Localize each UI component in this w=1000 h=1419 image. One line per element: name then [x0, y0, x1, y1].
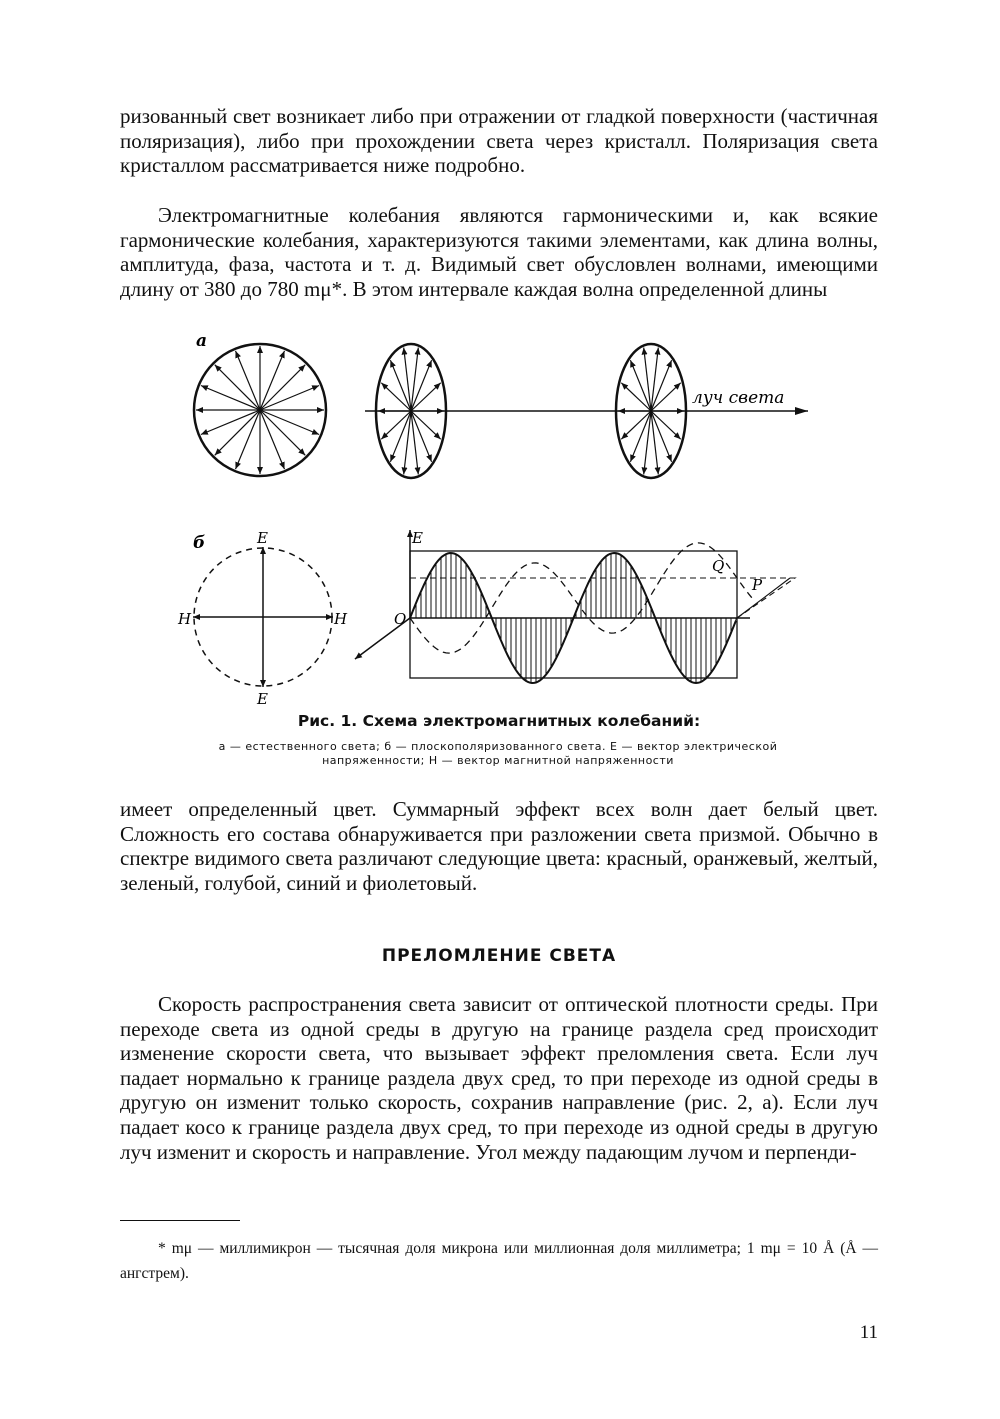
figure-caption-text: а — естественного света; б — плоскополяризованного света. E — вектор электрической напряженности; H — вектор магнитной напряженности [218, 740, 778, 767]
paragraph-color: имеет определенный цвет. Суммарный эффект всех волн дает белый цвет. Сложность его состава обнаруживается при разложении света призмой. Обычно в спектре видимого света различают следующие цвета: красный, оранжевый, желтый, зеленый, голубой, синий и фиолетовый. [120, 797, 878, 895]
paragraph-continuation: ризованный свет возникает либо при отражении от гладкой поверхности (частичная поляризация), либо при прохождении света через кристалл. Поляризация света кристаллом рассматривается ниже подробно. [120, 104, 878, 178]
electromagnetic-wave-diagram [355, 529, 795, 683]
page-number: 11 [859, 1322, 878, 1343]
natural-vector [260, 365, 305, 410]
footnote-rule [120, 1220, 240, 1221]
figure-caption-title: Рис. 1. Схема электромагнитных колебаний: [297, 712, 701, 730]
label-e-axis: E [412, 529, 423, 547]
section-heading: ПРЕЛОМЛЕНИЕ СВЕТА [381, 946, 617, 966]
natural-light-circle [194, 344, 326, 476]
h-plane-edge [737, 578, 790, 618]
ellipse1-vector [381, 411, 411, 439]
ellipse2-vector [621, 383, 651, 411]
label-e-bottom: E [257, 690, 268, 708]
natural-vector [215, 410, 260, 455]
figure-label-a: а [196, 331, 208, 351]
ellipse1-vector [411, 383, 441, 411]
paragraph-electromagnetic: Электромагнитные колебания являются гармоническими и, как всякие гармонические колебания, характеризуются такими элементами, как длина волны, амплитуда, фаза, частота и т. д. Видимый свет обусловлен волнами, имеющими длину от 380 до 780 mμ*. В этом интервале каждая волна определенной длины [120, 203, 878, 301]
ellipse2-vector [651, 411, 681, 439]
ellipse1-vector [411, 411, 441, 439]
label-h-left: H [178, 610, 192, 628]
label-q: Q [712, 557, 725, 575]
ellipse1-vector [381, 383, 411, 411]
figure-label-b: б [193, 533, 206, 553]
ellipse2-vector [651, 383, 681, 411]
label-origin: O [394, 610, 407, 628]
paragraph-refraction: Скорость распространения света зависит от оптической плотности среды. При переходе света из одной среды в другую на границе раздела сред происходит изменение скорости света, что вызывает эффект преломления света. Если луч падает нормально к границе раздела двух сред, то при переходе из одной среды в другую он изменит только скорость, сохранив направление (рис. 2, а). Если луч падает косо к границе раздела двух сред, то при переходе из одной среды в другую луч изменит и скорость и направление. Угол между падающим лучом и перпенди- [120, 992, 878, 1164]
label-p: P [752, 576, 763, 594]
natural-vector [260, 410, 305, 455]
ellipse2-vector [621, 411, 651, 439]
ray-label: луч света [692, 388, 785, 408]
label-h-right: H [334, 610, 348, 628]
natural-vector [215, 365, 260, 410]
footnote: * mμ — миллимикрон — тысячная доля микрона или миллионная доля миллиметра; 1 mμ = 10 Å (Å — ангстрем). [120, 1240, 878, 1282]
label-e-top: E [257, 529, 268, 547]
